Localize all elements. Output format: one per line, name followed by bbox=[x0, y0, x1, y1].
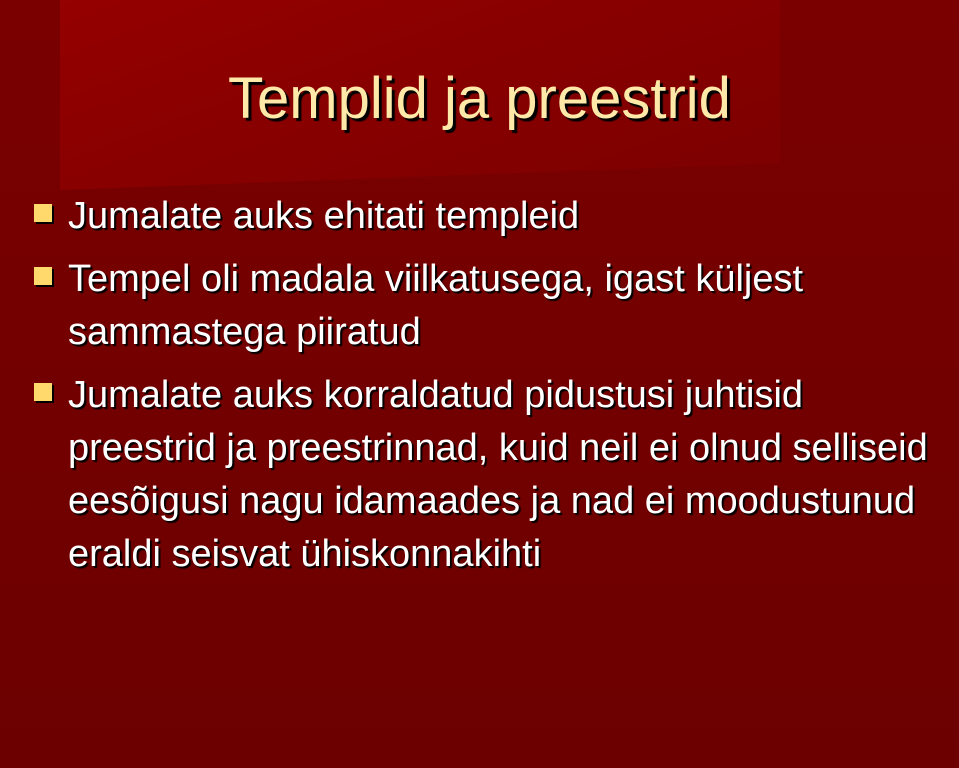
bullet-text: Tempel oli madala viilkatusega, igast küljest sammastega piiratud bbox=[68, 258, 804, 353]
square-bullet-icon bbox=[34, 383, 52, 401]
bullet-text: Jumalate auks ehitati templeid bbox=[68, 195, 580, 237]
bullet-text: Jumalate auks korraldatud pidustusi juhtisid preestrid ja preestrinnad, kuid neil ei olnud selliseid eesõigusi nagu idamaades ja nad ei moodustunud eraldi seisvat ühiskonnakihti bbox=[68, 374, 928, 575]
bullet-item bbox=[30, 190, 940, 243]
bullet-list bbox=[30, 190, 940, 591]
slide-title: Templid ja preestrid bbox=[228, 66, 731, 131]
bullet-item bbox=[30, 253, 940, 359]
square-bullet-icon bbox=[34, 204, 52, 222]
bullet-item bbox=[30, 369, 940, 581]
square-bullet-icon bbox=[34, 267, 52, 285]
